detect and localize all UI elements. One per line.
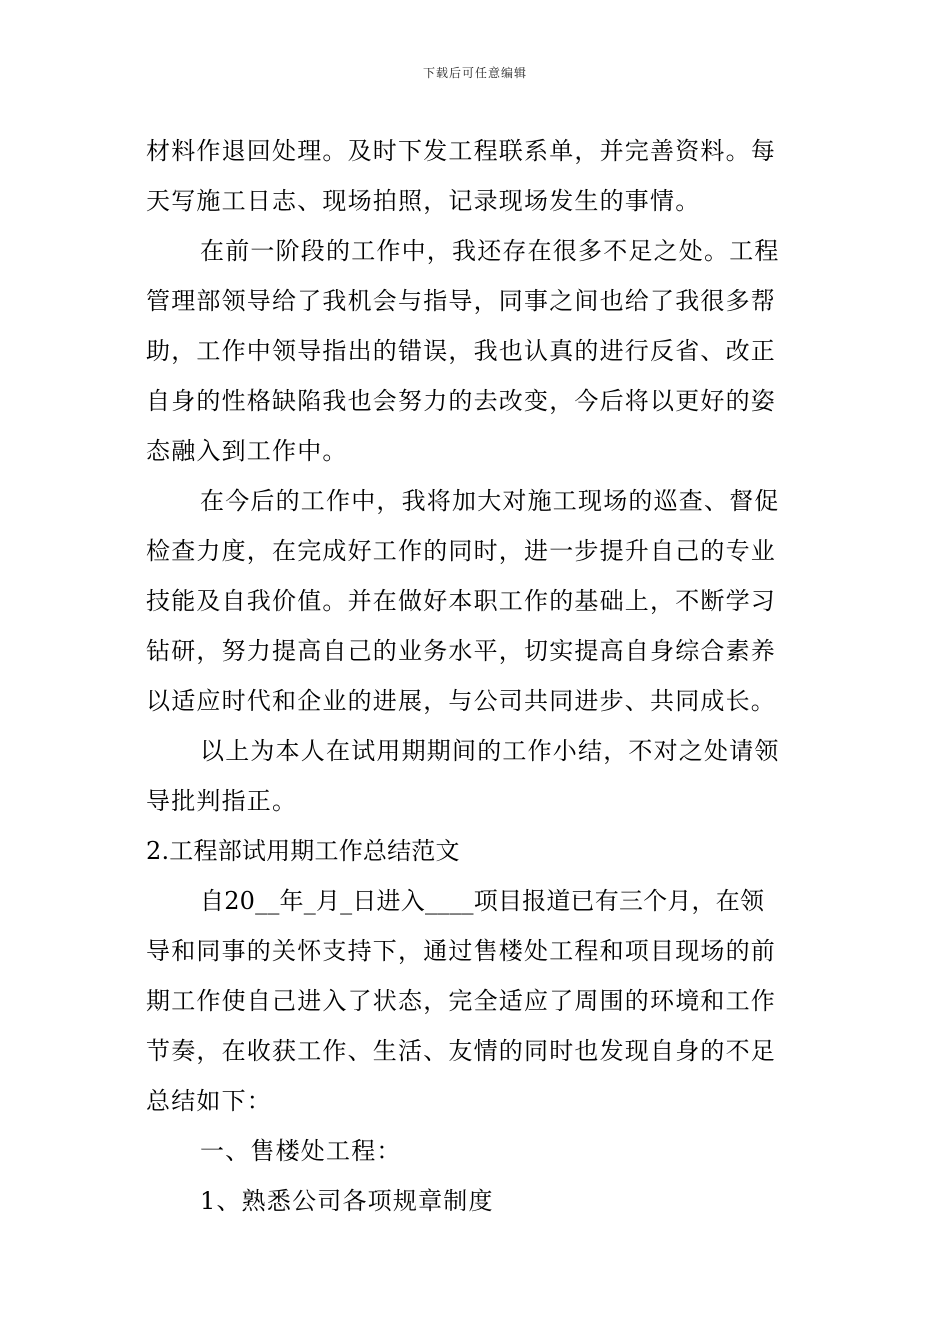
paragraph-line: 导批判指正。 <box>146 787 298 815</box>
paragraph-line: 以适应时代和企业的进展，与公司共同进步、共同成长。 <box>146 687 776 715</box>
list-item: 1、熟悉公司各项规章制度 <box>200 1187 494 1215</box>
paragraph-line: 材料作退回处理。及时下发工程联系单，并完善资料。每 <box>146 137 776 165</box>
paragraph-line: 节奏，在收获工作、生活、友情的同时也发现自身的不足 <box>146 1037 776 1065</box>
paragraph-line: 检查力度，在完成好工作的同时，进一步提升自己的专业 <box>146 537 776 565</box>
paragraph-line: 技能及自我价值。并在做好本职工作的基础上，不断学习 <box>146 587 776 615</box>
paragraph-line: 助，工作中领导指出的错误，我也认真的进行反省、改正 <box>146 337 776 365</box>
paragraph-line: 总结如下： <box>146 1087 272 1115</box>
paragraph-line: 态融入到工作中。 <box>146 437 348 465</box>
paragraph-line: 管理部领导给了我机会与指导，同事之间也给了我很多帮 <box>146 287 776 315</box>
paragraph-line: 钻研，努力提高自己的业务水平，切实提高自身综合素养 <box>146 637 776 665</box>
section-heading: 2.工程部试用期工作总结范文 <box>146 837 460 865</box>
paragraph-line: 期工作使自己进入了状态，完全适应了周围的环境和工作 <box>146 987 776 1015</box>
paragraph-line: 天写施工日志、现场拍照，记录现场发生的事情。 <box>146 187 701 215</box>
paragraph-line: 以上为本人在试用期期间的工作小结，不对之处请领 <box>200 737 780 765</box>
header-note: 下载后可任意编辑 <box>422 66 527 80</box>
paragraph-line: 导和同事的关怀支持下，通过售楼处工程和项目现场的前 <box>146 937 776 965</box>
paragraph-line: 在前一阶段的工作中，我还存在很多不足之处。工程 <box>200 237 780 265</box>
paragraph-line: 自20__年_月_日进入____项目报道已有三个月，在领 <box>200 887 765 915</box>
paragraph-line: 自身的性格缺陷我也会努力的去改变，今后将以更好的姿 <box>146 387 776 415</box>
subsection-heading: 一、售楼处工程： <box>200 1137 402 1165</box>
paragraph-line: 在今后的工作中，我将加大对施工现场的巡查、督促 <box>200 487 780 515</box>
